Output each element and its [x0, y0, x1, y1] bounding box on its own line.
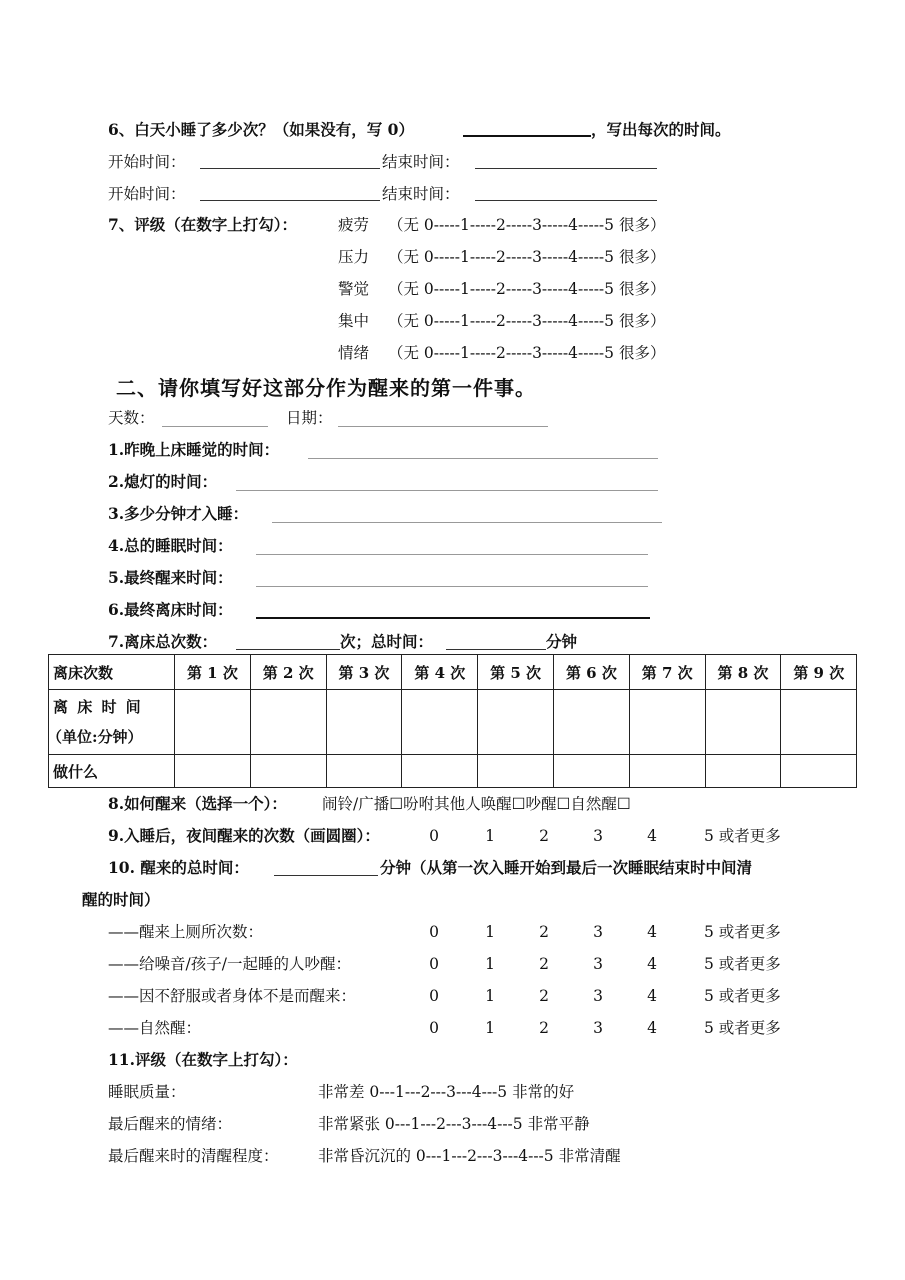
question-lights-off: 2.熄灯的时间： — [108, 472, 218, 491]
q6-end-label-1: 结束时间： — [382, 153, 460, 171]
row-label-activity: 做什么 — [49, 755, 175, 788]
row-label-time-b: （单位:分钟） — [47, 728, 143, 746]
table-cell[interactable] — [553, 690, 629, 755]
q11-label: 11.评级（在数字上打勾）： — [108, 1050, 298, 1069]
q7-row-name: 集中 — [338, 312, 370, 330]
q7-row-scale[interactable]: （无 0-----1-----2-----3-----4-----5 很多） — [388, 344, 666, 362]
section-2-title: 二、请你填写好这部分作为醒来的第一件事。 — [116, 376, 536, 400]
table-cell[interactable] — [781, 755, 857, 788]
q8-options[interactable]: 闹铃/广播☐吩咐其他人唤醒☐吵醒☐自然醒☐ — [322, 795, 631, 813]
q7-row-name: 情绪 — [338, 344, 370, 362]
q6-text: 6、白天小睡了多少次？（如果没有，写 0） — [108, 120, 414, 139]
table-row-time — [49, 690, 857, 755]
q10-value[interactable]: 1 — [485, 987, 495, 1005]
q7-row-name: 疲劳 — [338, 216, 370, 234]
question-sleep-latency: 3.多少分钟才入睡： — [108, 504, 249, 523]
q6-start-field-2[interactable] — [200, 200, 380, 201]
table-header-row — [49, 655, 857, 690]
q10-item: ——自然醒： — [108, 1019, 202, 1037]
table-header-cell: 第 2 次 — [250, 655, 326, 690]
final-wake-field[interactable] — [256, 586, 648, 587]
table-header-cell: 第 7 次 — [629, 655, 705, 690]
out-of-bed-table — [48, 654, 857, 788]
q10-value[interactable]: 5 或者更多 — [704, 955, 781, 973]
q10-value[interactable]: 4 — [647, 1019, 657, 1037]
q10-value[interactable]: 2 — [539, 955, 549, 973]
lights-off-field[interactable] — [236, 490, 658, 491]
q10-suffix: 分钟（从第一次入睡开始到最后一次睡眠结束时中间清 — [380, 858, 753, 877]
question-final-wake: 5.最终醒来时间： — [108, 568, 233, 587]
table-header-cell: 第 3 次 — [326, 655, 402, 690]
q6-suffix: ，写出每次的时间。 — [591, 120, 731, 139]
row-label-time — [49, 690, 175, 755]
q10-value[interactable]: 2 — [539, 923, 549, 941]
table-cell[interactable] — [629, 755, 705, 788]
q11-row-scale[interactable]: 非常紧张 0---1---2---3---4---5 非常平静 — [318, 1115, 590, 1133]
table-cell[interactable] — [250, 690, 326, 755]
date-label: 日期： — [286, 409, 333, 427]
question-bedtime: 1.昨晚上床睡觉的时间： — [108, 440, 280, 459]
table-row-activity — [49, 755, 857, 788]
question-out-of-bed: 6.最终离床时间： — [108, 600, 233, 619]
q7-row-name: 警觉 — [338, 280, 370, 298]
table-cell[interactable] — [402, 690, 478, 755]
times-out-of-bed-field[interactable] — [236, 649, 340, 650]
q10-value[interactable]: 2 — [539, 987, 549, 1005]
minutes-unit: 分钟 — [546, 632, 578, 651]
q10-suffix-2: 醒的时间） — [82, 890, 160, 909]
table-cell[interactable] — [175, 755, 251, 788]
question-total-sleep: 4.总的睡眠时间： — [108, 536, 233, 555]
q9-value[interactable]: 3 — [593, 827, 603, 845]
q10-value[interactable]: 2 — [539, 1019, 549, 1037]
q9-value[interactable]: 5 或者更多 — [704, 827, 781, 845]
q10-item: ——给噪音/孩子/一起睡的人吵醒： — [108, 955, 351, 973]
table-header-cell: 第 4 次 — [402, 655, 478, 690]
q8-label: 8.如何醒来（选择一个）： — [108, 794, 287, 813]
q6-end-field-1[interactable] — [475, 168, 657, 169]
q11-row-scale[interactable]: 非常差 0---1---2---3---4---5 非常的好 — [318, 1083, 575, 1101]
q10-value[interactable]: 4 — [647, 987, 657, 1005]
q10-value[interactable]: 0 — [429, 923, 439, 941]
q10-value[interactable]: 4 — [647, 955, 657, 973]
table-header-cell: 第 1 次 — [175, 655, 251, 690]
q7-row-scale[interactable]: （无 0-----1-----2-----3-----4-----5 很多） — [388, 216, 666, 234]
q10-value[interactable]: 0 — [429, 987, 439, 1005]
q7-row-scale[interactable]: （无 0-----1-----2-----3-----4-----5 很多） — [388, 248, 666, 266]
table-cell[interactable] — [250, 755, 326, 788]
q10-value[interactable]: 5 或者更多 — [704, 987, 781, 1005]
q11-row-name: 睡眠质量： — [108, 1083, 186, 1101]
q7-row-name: 压力 — [338, 248, 370, 266]
q10-value[interactable]: 1 — [485, 1019, 495, 1037]
table-header-cell: 第 5 次 — [478, 655, 554, 690]
table-cell[interactable] — [705, 755, 781, 788]
q10-item: ——因不舒服或者身体不是而醒来： — [108, 987, 357, 1005]
q10-value[interactable]: 0 — [429, 955, 439, 973]
q9-label: 9.入睡后，夜间醒来的次数（画圆圈）： — [108, 826, 380, 845]
q10-value[interactable]: 0 — [429, 1019, 439, 1037]
table-cell[interactable] — [629, 690, 705, 755]
total-time-field[interactable] — [446, 649, 546, 650]
q10-label: 10. 醒来的总时间： — [108, 858, 249, 877]
q11-row-name: 最后醒来的情绪： — [108, 1115, 233, 1133]
table-cell[interactable] — [553, 755, 629, 788]
out-of-bed-field[interactable] — [256, 617, 650, 619]
q10-value[interactable]: 3 — [593, 1019, 603, 1037]
q10-value[interactable]: 5 或者更多 — [704, 1019, 781, 1037]
table-header-cell: 第 9 次 — [781, 655, 857, 690]
table-cell[interactable] — [705, 690, 781, 755]
q6-start-label-1: 开始时间： — [108, 153, 186, 171]
table-header-cell: 离床次数 — [49, 655, 175, 690]
q7b-label: 7.离床总次数： — [108, 632, 218, 651]
table-cell[interactable] — [326, 690, 402, 755]
q9-value[interactable]: 1 — [485, 827, 495, 845]
q10-item: ——醒来上厕所次数： — [108, 923, 264, 941]
q10-value[interactable]: 3 — [593, 987, 603, 1005]
q11-row-scale[interactable]: 非常昏沉沉的 0---1---2---3---4---5 非常清醒 — [318, 1147, 621, 1165]
q10-value[interactable]: 5 或者更多 — [704, 923, 781, 941]
q11-row-name: 最后醒来时的清醒程度： — [108, 1147, 279, 1165]
row-label-time-a: 离 床 时 间 — [53, 698, 143, 716]
times-unit: 次；总时间： — [340, 632, 434, 651]
days-field[interactable] — [162, 426, 268, 427]
table-cell[interactable] — [478, 755, 554, 788]
table-cell[interactable] — [175, 690, 251, 755]
q6-start-field-1[interactable] — [200, 168, 380, 169]
q9-value[interactable]: 0 — [429, 827, 439, 845]
q9-value[interactable]: 4 — [647, 827, 657, 845]
q7-label: 7、评级（在数字上打勾）： — [108, 215, 298, 234]
q6-count-field[interactable] — [463, 135, 591, 137]
table-header-cell: 第 8 次 — [705, 655, 781, 690]
q6-end-label-2: 结束时间： — [382, 185, 460, 203]
bedtime-field[interactable] — [308, 458, 658, 459]
q7-row-scale[interactable]: （无 0-----1-----2-----3-----4-----5 很多） — [388, 280, 666, 298]
table-cell[interactable] — [478, 690, 554, 755]
q10-value[interactable]: 3 — [593, 923, 603, 941]
table-cell[interactable] — [402, 755, 478, 788]
q6-end-field-2[interactable] — [475, 200, 657, 201]
q6-start-label-2: 开始时间： — [108, 185, 186, 203]
q10-total-field[interactable] — [274, 875, 378, 876]
q7-row-scale[interactable]: （无 0-----1-----2-----3-----4-----5 很多） — [388, 312, 666, 330]
table-cell[interactable] — [326, 755, 402, 788]
q9-value[interactable]: 2 — [539, 827, 549, 845]
q10-value[interactable]: 4 — [647, 923, 657, 941]
q10-value[interactable]: 1 — [485, 923, 495, 941]
table-header-cell: 第 6 次 — [553, 655, 629, 690]
date-field[interactable] — [338, 426, 548, 427]
total-sleep-field[interactable] — [256, 554, 648, 555]
q10-value[interactable]: 1 — [485, 955, 495, 973]
table-cell[interactable] — [781, 690, 857, 755]
days-label: 天数： — [108, 409, 155, 427]
q10-value[interactable]: 3 — [593, 955, 603, 973]
sleep-latency-field[interactable] — [272, 522, 662, 523]
